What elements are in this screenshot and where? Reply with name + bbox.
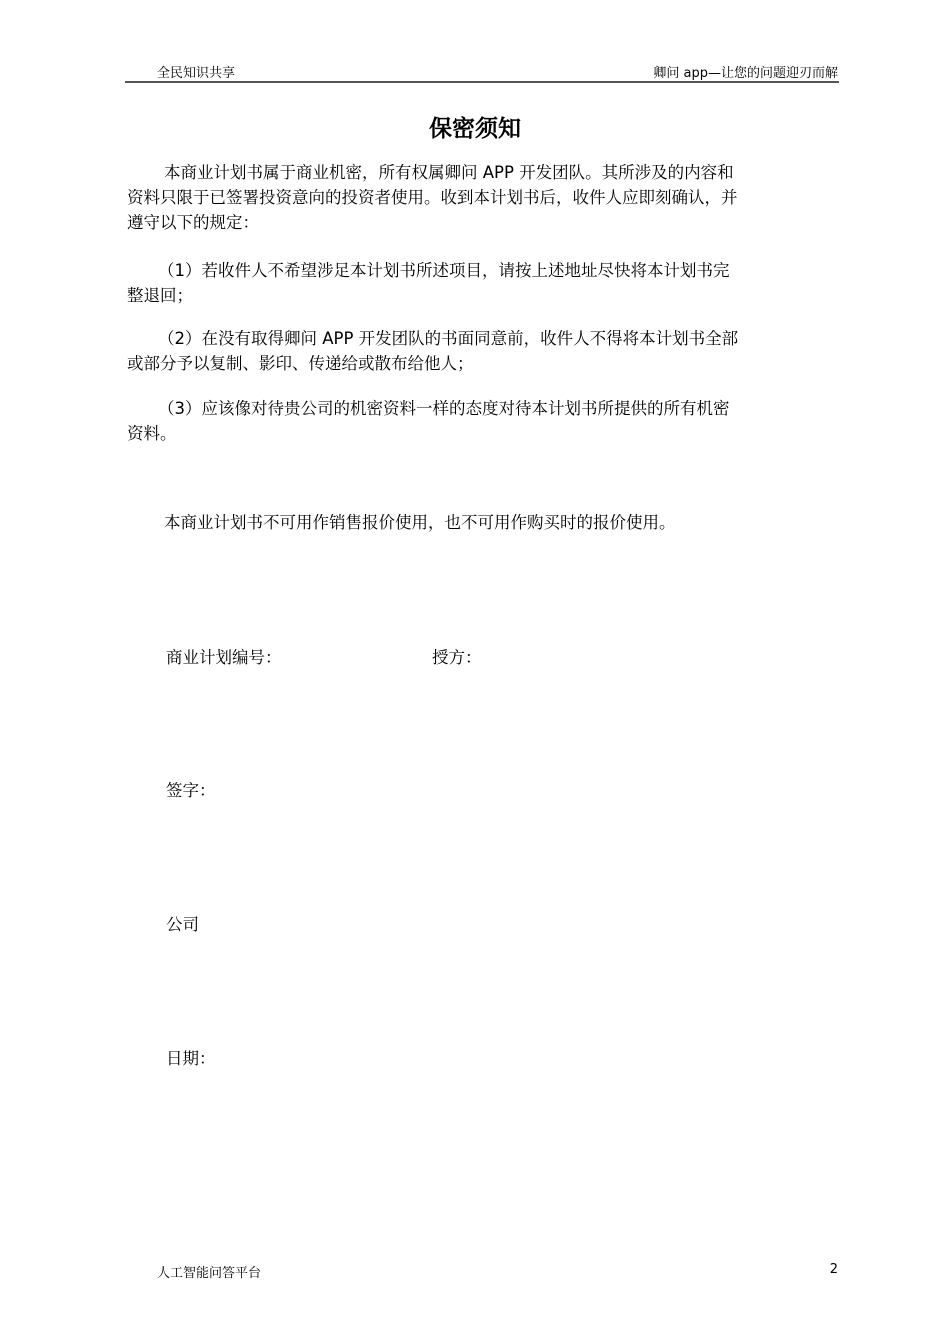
text-line: 资料。: [127, 424, 177, 443]
text-line: 本商业计划书属于商业机密，所有权属卿问 APP 开发团队。其所涉及的内容和: [164, 163, 734, 182]
header-left: 全民知识共享: [157, 66, 236, 81]
text-line: 或部分予以复制、影印、传递给或散布给他人；: [127, 354, 474, 373]
date-label: 日期：: [166, 1049, 216, 1068]
text-line: 资料只限于已签署投资意向的投资者使用。收到本计划书后，收件人应即刻确认，并: [127, 188, 738, 207]
company-label: 公司: [166, 915, 199, 934]
text-line: 遵守以下的规定：: [127, 213, 259, 232]
header-right: 卿问 app—让您的问题迎刃而解: [653, 66, 838, 81]
text-line: （3）应该像对待贵公司的机密资料一样的态度对待本计划书所提供的所有机密: [158, 399, 730, 418]
header-rule: [125, 81, 839, 83]
text-line: （1）若收件人不希望涉足本计划书所述项目，请按上述地址尽快将本计划书完: [158, 261, 730, 280]
signature-label: 签字：: [166, 781, 216, 800]
page-title: 保密须知: [429, 116, 521, 142]
text-line: 整退回；: [127, 286, 193, 305]
usage-note: 本商业计划书不可用作销售报价使用，也不可用作购买时的报价使用。: [164, 513, 676, 532]
page-number: 2: [829, 1262, 838, 1277]
grantee-label: 授方：: [432, 648, 482, 667]
footer-left: 人工智能问答平台: [157, 1266, 262, 1281]
plan-number-label: 商业计划编号：: [166, 648, 282, 667]
text-line: （2）在没有取得卿问 APP 开发团队的书面同意前，收件人不得将本计划书全部: [158, 329, 739, 348]
